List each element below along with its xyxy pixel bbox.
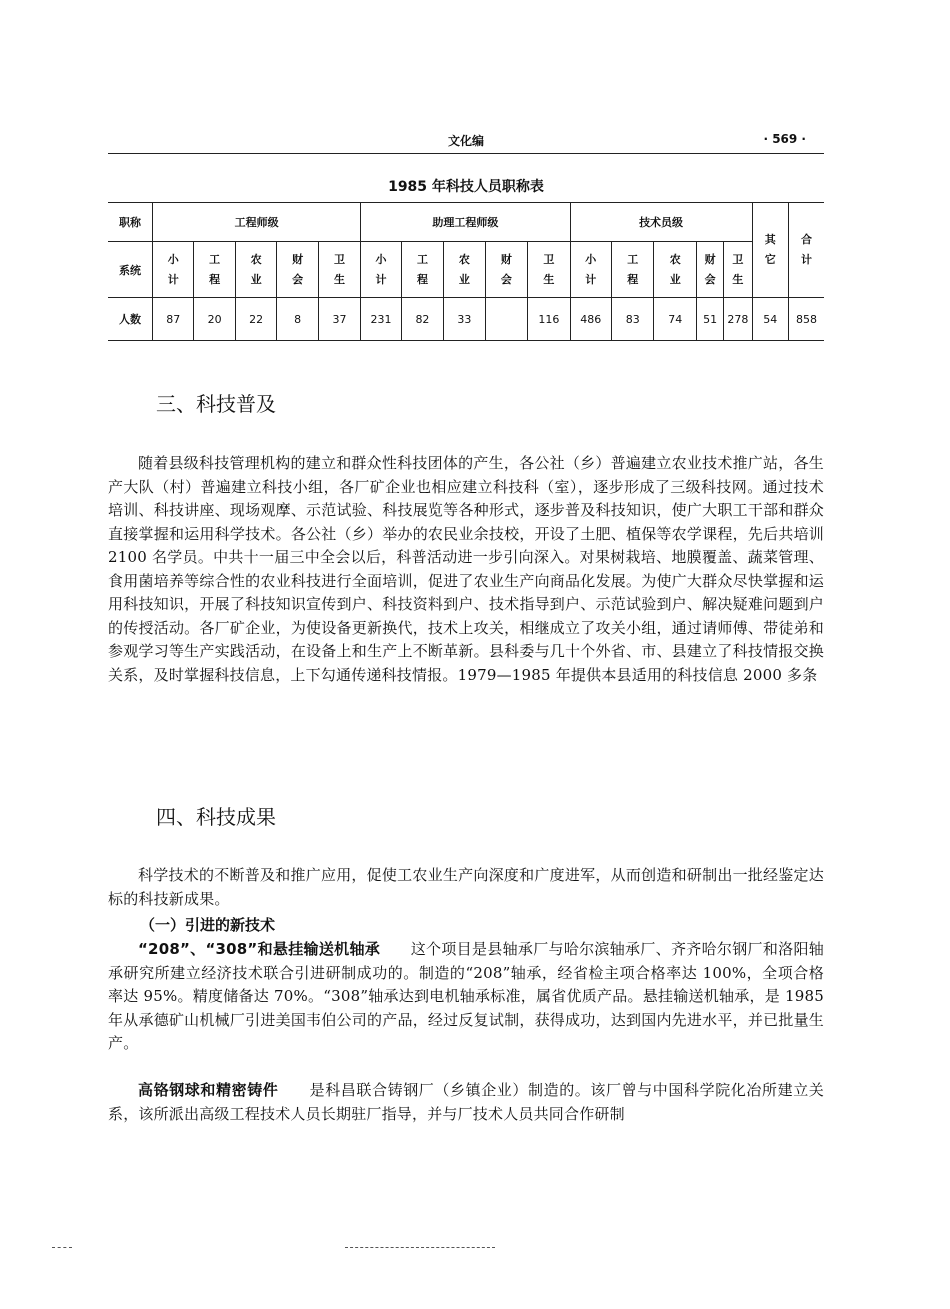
header-total: 合 计 — [788, 203, 824, 298]
table-cell: 33 — [444, 298, 485, 341]
sub-header: 农 业 — [654, 242, 696, 298]
table-title: 1985 年科技人员职称表 — [388, 179, 544, 195]
group-technician: 技术员级 — [570, 203, 752, 242]
running-head: 文化编 — [447, 134, 484, 148]
table-cell-total: 858 — [788, 298, 824, 341]
section4-intro — [108, 864, 824, 911]
sub-header: 农 业 — [235, 242, 276, 298]
sub-header: 财 会 — [277, 242, 318, 298]
item1-text: 这个项目是县轴承厂与哈尔滨轴承厂、齐齐哈尔钢厂和洛阳轴承研究所建立经济技术联合引进研制成功的。制造的“208”轴承，经省检主项合格率达 100%，全项合格率达 95%。精度储备达 70%。“308”轴承达到电机轴承标准，属省优质产品。悬挂输送机轴承，是 1985 年从承德矿山机械厂引进美国韦伯公司的产品，经过反复试制，获得成功，达到国内先进水平，并已批量生产。 — [108, 940, 824, 1052]
page-number: · 569 · — [763, 132, 806, 146]
table-cell: 51 — [696, 298, 723, 341]
table-cell: 83 — [612, 298, 654, 341]
paragraph: 随着县级科技管理机构的建立和群众性科技团体的产生，各公社（乡）普遍建立农业技术推广站，各生产大队（村）普遍建立科技小组，各厂矿企业也相应建立科技科（室），逐步形成了三级科技网。通过技术培训、科技讲座、现场观摩、示范试验、科技展览等各种形式，逐步普及科技知识，使广大职工干部和群众直接掌握和运用科学技术。各公社（乡）举办的农民业余技校，开设了土肥、植保等农学课程，先后共培训 2100 名学员。中共十一届三中全会以后，科普活动进一步引向深入。对果树栽培、地膜覆盖、蔬菜管理、食用菌培养等综合性的农业科技进行全面培训，促进了农业生产向商品化发展。为使广大群众尽快掌握和运用科技知识，开展了科技知识宣传到户、科技资料到户、技术指导到户、示范试验到户、解决疑难问题到户的传授活动。各厂矿企业，为使设备更新换代，技术上攻关，相继成立了攻关小组，通过请师傅、带徒弟和参观学习等生产实践活动，在设备上和生产上不断革新。县科委与几十个外省、市、县建立了科技情报交换关系，及时掌握科技信息，上下勾通传递科技情报。1979—1985 年提供本县适用的科技信息 2000 多条 — [108, 454, 824, 684]
sub-header: 财 会 — [485, 242, 527, 298]
sub-header: 小 计 — [361, 242, 401, 298]
table-cell: 8 — [277, 298, 318, 341]
sub-header: 工 程 — [612, 242, 654, 298]
sub-header: 工 程 — [401, 242, 443, 298]
header-rule — [108, 153, 824, 154]
sub-header: 卫 生 — [528, 242, 570, 298]
sub-header: 农 业 — [444, 242, 485, 298]
sub-header: 财 会 — [696, 242, 723, 298]
paragraph: 科学技术的不断普及和推广应用，促使工农业生产向深度和广度进军，从而创造和研制出一批经鉴定达标的科技新成果。 — [108, 866, 824, 908]
table-cell: 116 — [528, 298, 570, 341]
section-heading-popularization: 三、科技普及 — [156, 392, 276, 416]
table-cell: 278 — [724, 298, 752, 341]
table-cell: 486 — [570, 298, 611, 341]
sub-header: 小 计 — [570, 242, 611, 298]
table-cell: 74 — [654, 298, 696, 341]
table-cell: 37 — [318, 298, 360, 341]
table-cell: 87 — [152, 298, 193, 341]
scan-mark — [345, 1247, 495, 1250]
corner-label-title: 职称 — [108, 203, 152, 242]
item1-title: “208”、“308”和悬挂输送机轴承 — [138, 940, 381, 958]
section-heading-achievements: 四、科技成果 — [156, 805, 276, 829]
scan-mark — [52, 1247, 72, 1250]
item2-title: 高铬钢球和精密铸件 — [138, 1081, 279, 1099]
subheading-new-tech: （一）引进的新技术 — [140, 916, 276, 934]
row-label-count: 人数 — [108, 298, 152, 341]
table-cell: 82 — [401, 298, 443, 341]
table-cell: 231 — [361, 298, 401, 341]
table-cell: 20 — [194, 298, 235, 341]
item2-paragraph — [108, 1079, 824, 1126]
table-cell: 54 — [752, 298, 788, 341]
table-cell — [485, 298, 527, 341]
header-other: 其 它 — [752, 203, 788, 298]
sub-header: 卫 生 — [724, 242, 752, 298]
table-cell: 22 — [235, 298, 276, 341]
title-statistics-table — [108, 202, 824, 341]
item2-text: 是科昌联合铸钢厂（乡镇企业）制造的。该厂曾与中国科学院化冶所建立关系，该所派出高级工程技术人员长期驻厂指导，并与厂技术人员共同合作研制 — [108, 1081, 824, 1123]
page-header — [108, 130, 824, 152]
sub-header: 工 程 — [194, 242, 235, 298]
group-assistant-engineer: 助理工程师级 — [361, 203, 570, 242]
sub-header: 卫 生 — [318, 242, 360, 298]
section3-body — [108, 452, 824, 687]
item1-paragraph — [108, 938, 824, 1056]
group-engineer: 工程师级 — [152, 203, 360, 242]
corner-label-system: 系统 — [108, 242, 152, 298]
sub-header: 小 计 — [152, 242, 193, 298]
